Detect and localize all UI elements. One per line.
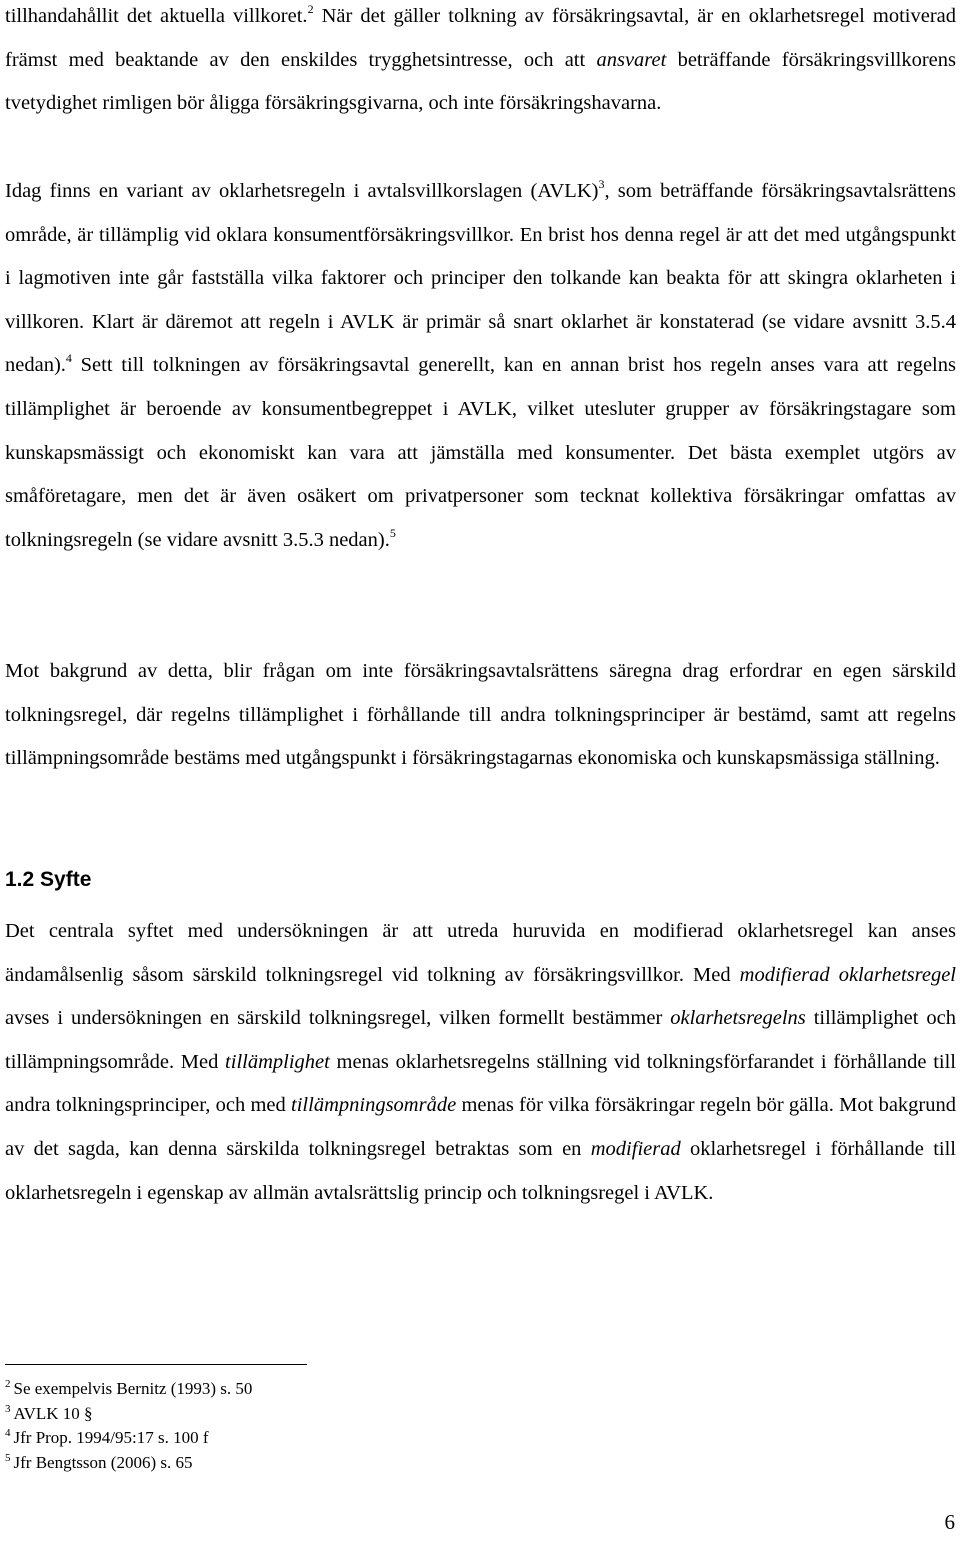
p4-italic-2: oklarhetsregelns (670, 1007, 806, 1030)
footnote-ref-4: 4 (65, 351, 72, 366)
section-heading: 1.2 Syfte (5, 868, 92, 891)
p4-text-5: menas för vilka försäkringar regeln bör gälla. Mot bakgrund av det sagda, kan denna särskilda tolkningsregel betraktas som en (5, 1094, 956, 1160)
p1-italic-term: ansvaret (596, 48, 667, 71)
footnote-text: AVLK 10 § (13, 1403, 93, 1423)
p2-text-3: Sett till tolkningen av försäkringsavtal generellt, kan en annan brist hos regeln anses vara att regelns tillämplighet är beroende av konsumentbegreppet i AVLK, vilket utesluter grupper av försäkringstagare som kunskapsmässigt och ekonomiskt kan vara att jämställa med konsumenter. Det bästa exemplet utgörs av småföretagare, men det är även osäkert om privatpersoner som tecknat kollektiva försäkringar omfattas av tolkningsregeln (se vidare avsnitt 3.5.3 nedan). (5, 354, 956, 551)
p1-text-1: tillhandahållit det aktuella villkoret. (5, 5, 308, 27)
p1-text-2: När det gäller tolkning av försäkringsavtal, är en oklarhetsregel motiverad främst med beaktande av den enskildes trygghetsintresse, och att (5, 5, 956, 71)
paragraph-3 (5, 650, 956, 781)
footnote-ref-3: 3 (598, 177, 605, 191)
footnote-ref-2: 2 (307, 2, 314, 16)
footnote-number: 3 (5, 1402, 11, 1415)
footnote-divider (5, 1364, 307, 1365)
p2-text-1: Idag finns en variant av oklarhetsregeln i avtalsvillkorslagen (AVLK) (5, 180, 599, 202)
footnote-item (5, 1402, 252, 1427)
footnote-item (5, 1377, 252, 1402)
footnote-number: 2 (5, 1378, 11, 1390)
footnote-number: 4 (5, 1427, 11, 1439)
p4-text-2: avses i undersökningen en särskild tolkningsregel, vilken formellt bestämmer (5, 1007, 671, 1030)
p4-text-3: tillämplighet och tillämpningsområde. Med (5, 1007, 956, 1073)
p2-text-2: , som beträffande försäkringsavtalsrättens område, är tillämplig vid oklara konsumentförsäkringsvillkor. En brist hos denna regel är att det med utgångspunkt i lagmotiven inte går fastställa vilka faktorer och principer den tolkande kan beakta för att skingra oklarheten i villkoren. Klart är däremot att regeln i AVLK är primär så snart oklarhet är konstaterad (se vidare avsnitt 3.5.4 nedan). (5, 180, 956, 377)
p1-text-3: beträffande försäkringsvillkorens tvetydighet rimligen bör åligga försäkringsgivarna, och inte försäkringshavarna. (5, 48, 957, 115)
page-number: 6 (944, 1510, 955, 1534)
paragraph-4 (5, 910, 956, 1215)
p4-italic-5: modifierad (590, 1137, 681, 1160)
p4-text-4: menas oklarhetsregelns ställning vid tolkningsförfarandet i förhållande till andra tolkningsprinciper, och med (5, 1050, 957, 1117)
footnote-ref-5: 5 (389, 525, 396, 540)
paragraph-2 (5, 170, 956, 562)
p4-italic-1: modifierad oklarhetsregel (739, 963, 956, 986)
p4-italic-3: tillämplighet (225, 1050, 330, 1073)
p4-text-1: Det centrala syftet med undersökningen är att utreda huruvida en modifierad oklarhetsregel kan anses ändamålsenlig såsom särskild tolkningsregel vid tolkning av försäkringsvillkor. Med (5, 920, 956, 986)
p3-text: Mot bakgrund av detta, blir frågan om inte försäkringsavtalsrättens säregna drag erfordrar en egen särskild tolkningsregel, där regelns tillämplighet i förhållande till andra tolkningsprinciper är bestämd, samt att regelns tillämpningsområde bestäms med utgångspunkt i försäkringstagarnas ekonomiska och kunskapsmässiga ställning. (5, 660, 956, 770)
p4-italic-4: tillämpningsområde (291, 1094, 457, 1117)
footnote-text: Jfr Prop. 1994/95:17 s. 100 f (13, 1428, 209, 1447)
footnote-text: Jfr Bengtsson (2006) s. 65 (13, 1452, 193, 1472)
footnote-item (5, 1426, 252, 1451)
footnote-text: Se exempelvis Bernitz (1993) s. 50 (13, 1379, 253, 1398)
footnote-list (5, 1377, 252, 1475)
p4-text-6: oklarhetsregel i förhållande till oklarhetsregeln i egenskap av allmän avtalsrättslig princip och tolkningsregel i AVLK. (5, 1137, 956, 1204)
footnote-item (5, 1451, 252, 1476)
footnote-number: 5 (5, 1451, 11, 1464)
paragraph-1 (5, 0, 956, 126)
